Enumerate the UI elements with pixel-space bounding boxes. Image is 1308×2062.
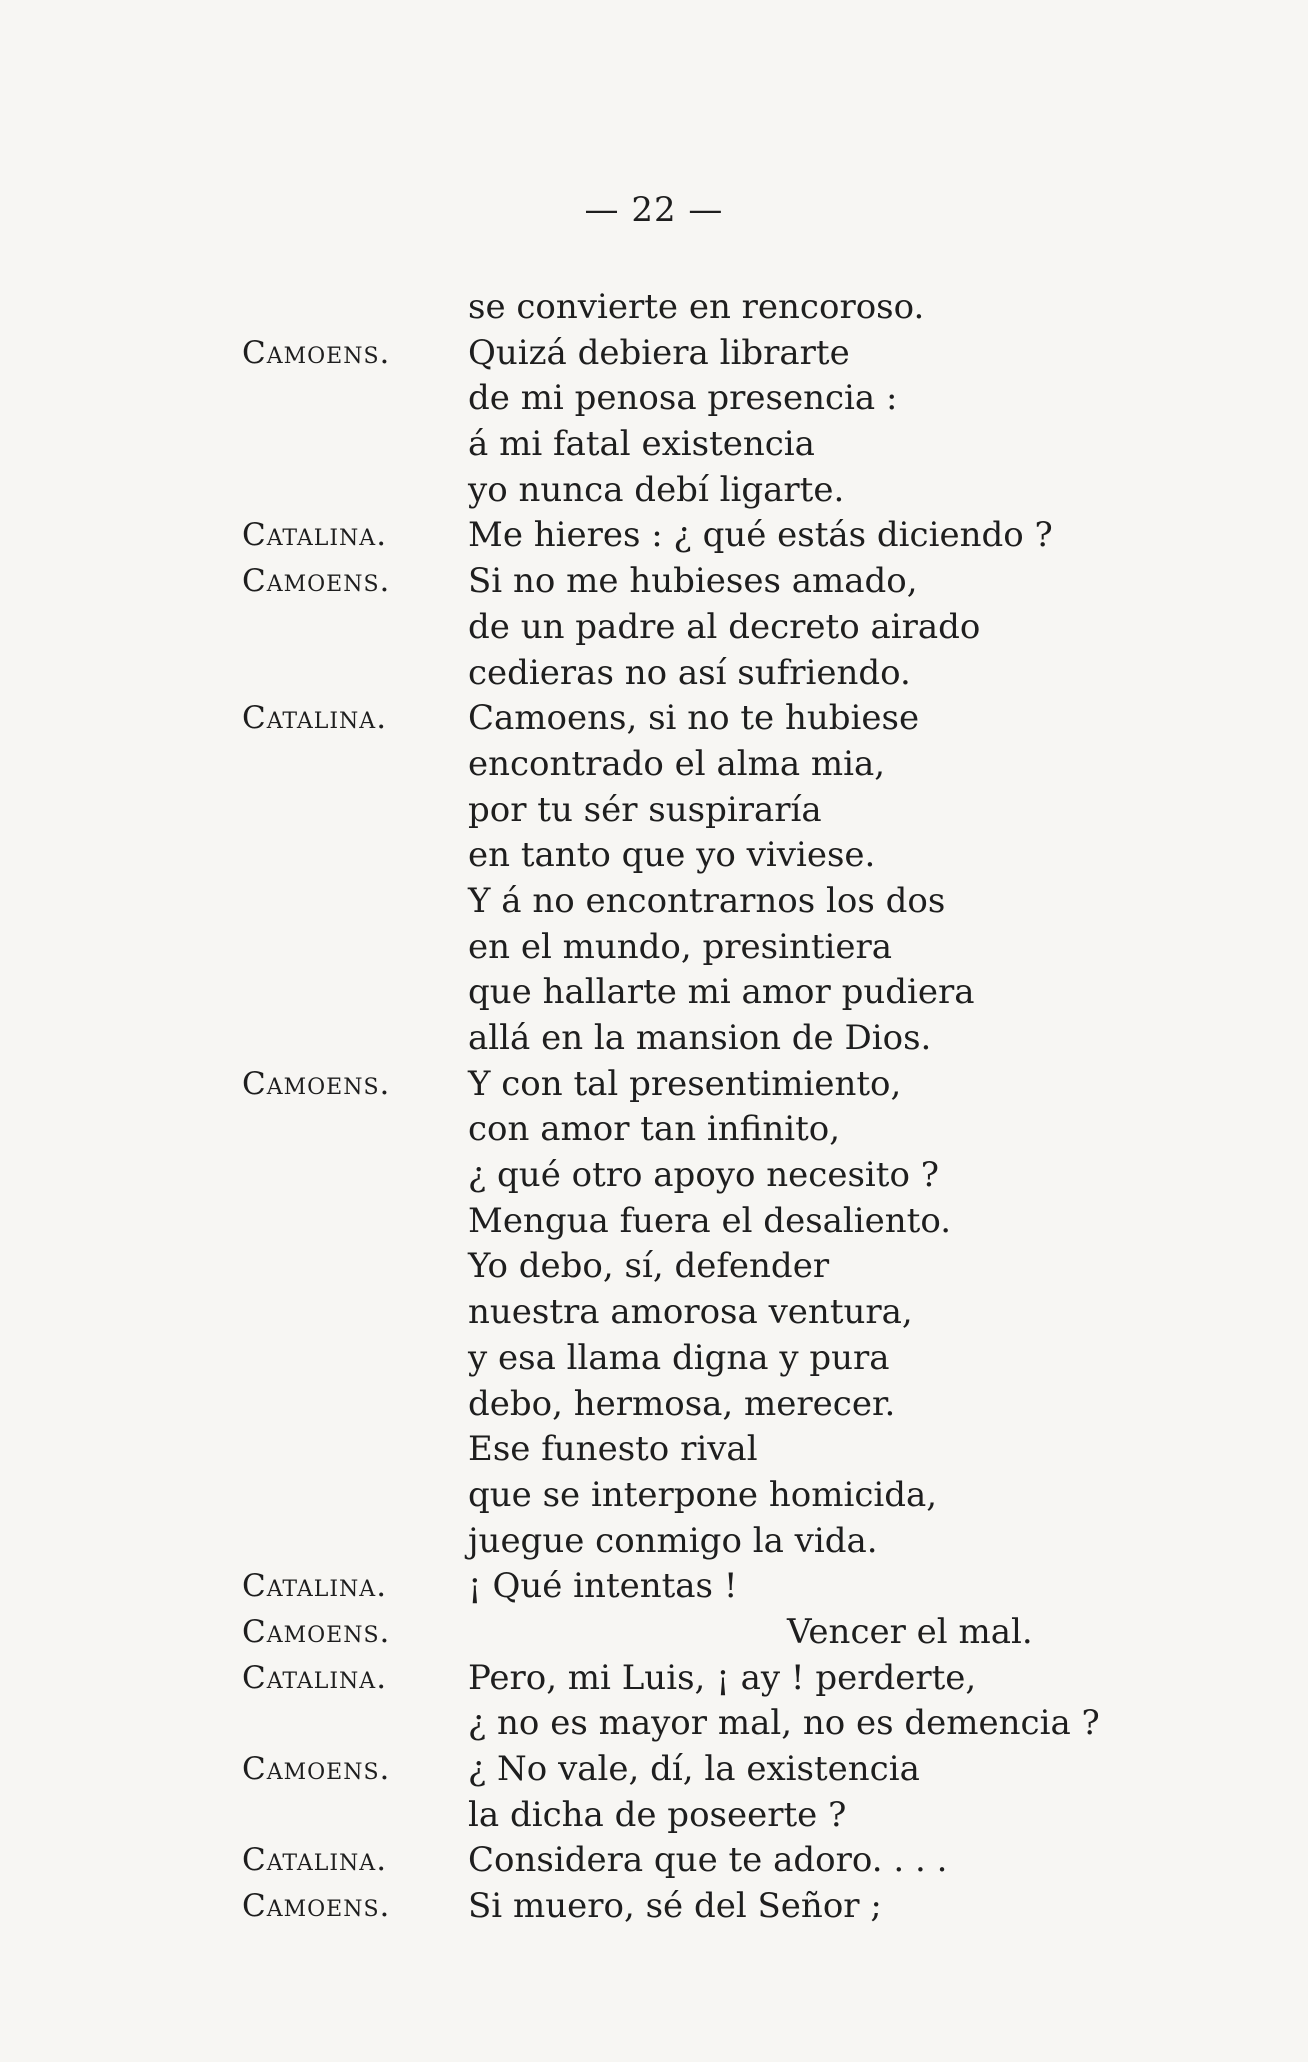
verse-line [242,1382,1282,1428]
verse-line [242,1564,1282,1610]
verse-text: que se interpone homicida, [468,1474,938,1515]
verse-text: ¿ no es mayor mal, no es demencia ? [468,1703,1100,1744]
verse-text: debo, hermosa, merecer. [468,1383,896,1424]
verse-line [242,513,1282,559]
verse-text: Si muero, sé del Señor ; [468,1886,882,1927]
verse-text: se convierte en rencoroso. [468,287,925,327]
verse-line [242,1610,1282,1656]
verse-text: con amor tan infinito, [468,1109,841,1150]
verse-text: y esa llama digna y pura [468,1337,890,1378]
verse-text: nuestra amorosa ventura, [468,1292,913,1333]
verse-line [242,1199,1282,1245]
verse-line [242,376,1282,422]
verse-line [242,1290,1282,1336]
verse-line [242,1747,1282,1793]
verse-text: en el mundo, presintiera [468,926,893,967]
verse-line [242,1427,1282,1473]
verse-line [242,833,1282,879]
speaker-name: Camoens. [242,563,391,600]
verse-line [242,1153,1282,1199]
verse-text: encontrado el alma mia, [468,743,886,784]
verse-line [242,1656,1282,1702]
verse-line [242,331,1282,377]
verse-text: Ese funesto rival [468,1429,758,1470]
verse-text: ¿ qué otro apoyo necesito ? [468,1155,939,1196]
verse-line [242,925,1282,971]
verse-text: yo nunca debí ligarte. [468,469,845,510]
verse-text: la dicha de poseerte ? [468,1794,847,1835]
verse-line [242,1838,1282,1884]
verse-text: Considera que te adoro. . . . [468,1840,948,1881]
speaker-name: Camoens. [242,1751,391,1787]
verse-line [242,1244,1282,1290]
speaker-name: Camoens. [242,1888,391,1925]
verse-text: Pero, mi Luis, ¡ ay ! perderte, [468,1657,977,1698]
verse-line [242,742,1282,788]
verse-line [242,1701,1282,1747]
verse-text: á mi fatal existencia [468,424,815,465]
verse-line [242,1884,1282,1930]
verse-text: ¿ No vale, dí, la existencia [468,1749,920,1789]
verse-line [242,1519,1282,1565]
verse-text: que hallarte mi amor pudiera [468,972,975,1013]
verse-text: Y á no encontrarnos los dos [468,880,946,921]
verse-text: Vencer el mal. [787,1611,1033,1652]
verse-line [242,970,1282,1016]
verse-text: ¡ Qué intentas ! [468,1566,738,1607]
verse-line [242,559,1282,605]
verse-text: de mi penosa presencia : [468,378,898,419]
verse-line [242,1062,1282,1108]
verse-text: juegue conmigo la vida. [468,1520,878,1561]
page-number: — 22 — [584,190,724,230]
verse-text: Y con tal presentimiento, [468,1063,902,1104]
verse-text: allá en la mansion de Dios. [468,1018,932,1058]
speaker-name: Catalina. [242,1659,388,1696]
verse-line [242,788,1282,834]
speaker-name: Catalina. [242,517,388,554]
verse-line [242,1793,1282,1839]
speaker-name: Catalina. [242,1842,388,1879]
verse-line [242,879,1282,925]
speaker-name: Catalina. [242,700,388,737]
verse-line [242,696,1282,742]
verse-text: Quizá debiera librarte [468,332,850,373]
verse-text: Me hieres : ¿ qué estás diciendo ? [468,515,1053,556]
verse-line [242,605,1282,651]
speaker-name: Camoens. [242,334,391,371]
verse-line [242,422,1282,468]
verse-text: Si no me hubieses amado, [468,561,918,602]
verse-text: Yo debo, sí, defender [468,1246,830,1287]
verse-line [242,1473,1282,1519]
verse-text: en tanto que yo viviese. [468,835,876,876]
speaker-name: Catalina. [242,1568,388,1605]
speaker-name: Camoens. [242,1613,391,1650]
verse-line [242,651,1282,697]
speaker-name: Camoens. [242,1065,391,1102]
verse-line [242,468,1282,514]
verse-line [242,285,1282,331]
dialogue-text [242,285,1282,1930]
verse-text: de un padre al decreto airado [468,606,981,647]
verse-text: Camoens, si no te hubiese [468,698,920,739]
verse-text: cedieras no así sufriendo. [468,652,911,693]
verse-line [242,1016,1282,1062]
verse-line [242,1336,1282,1382]
verse-line [242,1107,1282,1153]
verse-text: por tu sér suspiraría [468,789,822,830]
verse-text: Mengua fuera el desaliento. [468,1200,952,1241]
